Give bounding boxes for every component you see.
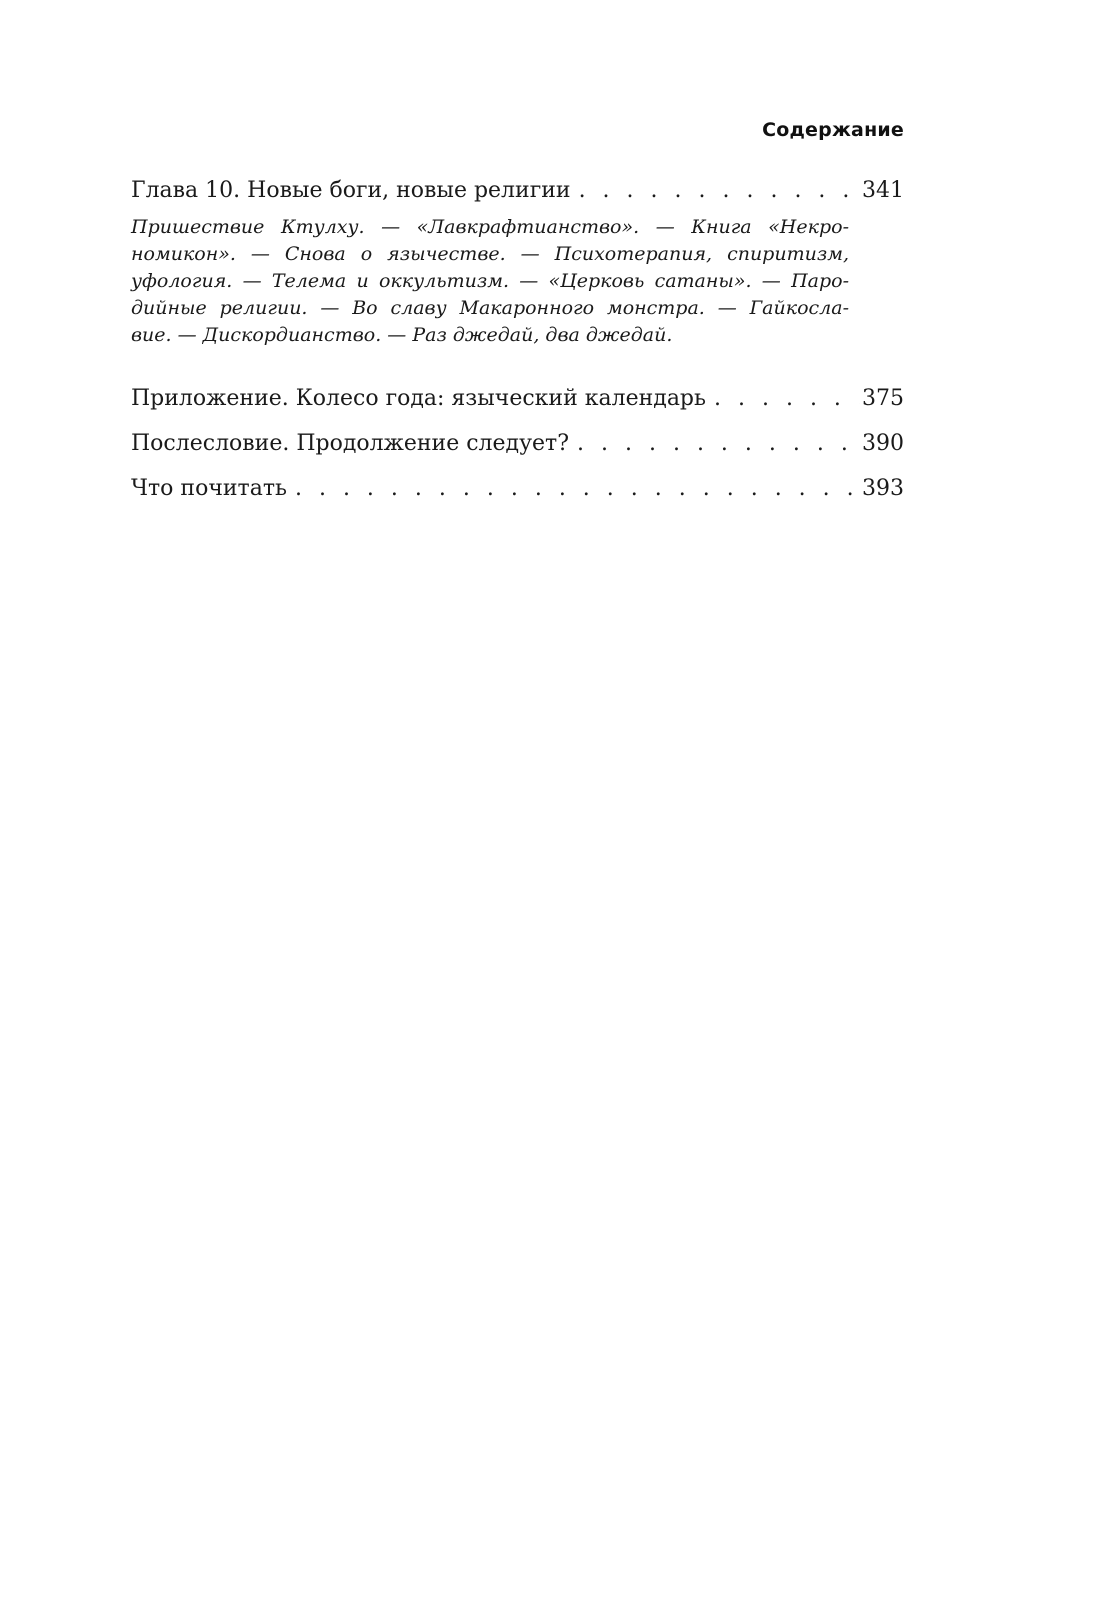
toc-entry-appendix	[131, 382, 904, 416]
toc-entry-title: Послесловие. Продолжение следует?	[131, 431, 570, 456]
summary-line: Пришествие Ктулху. — «Лавкрафтианство». — Книга «Некро-	[131, 216, 849, 238]
dot-leader	[577, 427, 860, 461]
running-head: Содержание	[762, 119, 904, 141]
toc-entry-page: 390	[862, 431, 904, 456]
dot-leader	[295, 472, 860, 506]
summary-line: вие. — Дискордианство. — Раз джедай, два джедай.	[131, 324, 673, 346]
spacer	[131, 349, 904, 382]
dot-leader	[579, 174, 860, 208]
toc-entry-title: Что почитать	[131, 476, 287, 501]
summary-line: номикон». — Снова о язычестве. — Психотерапия, спиритизм,	[131, 243, 849, 265]
toc-entry-page: 341	[862, 178, 904, 203]
toc-entry-title: Глава 10. Новые боги, новые религии	[131, 178, 571, 203]
toc-entry-title: Приложение. Колесо года: языческий календарь	[131, 386, 706, 411]
summary-line: уфология. — Телема и оккультизм. — «Церковь сатаны». — Паро-	[131, 270, 849, 292]
table-of-contents	[131, 174, 904, 506]
toc-entry-further-reading	[131, 472, 904, 506]
summary-line: дийные религии. — Во славу Макаронного монстра. — Гайкосла-	[131, 297, 849, 319]
chapter-summary	[131, 214, 849, 349]
toc-entry-page: 393	[862, 476, 904, 501]
dot-leader	[714, 382, 860, 416]
toc-entry-chapter-10	[131, 174, 904, 208]
toc-entry-page: 375	[862, 386, 904, 411]
toc-entry-afterword	[131, 427, 904, 461]
